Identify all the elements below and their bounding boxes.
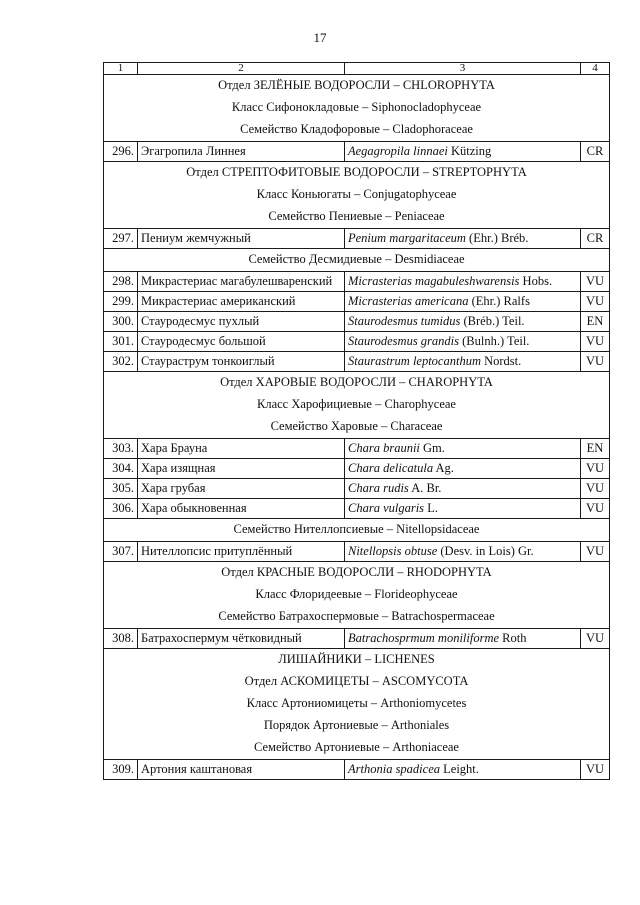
section-heading: Отдел ХАРОВЫЕ ВОДОРОСЛИ – CHAROPHYTA xyxy=(104,372,610,395)
section-heading: ЛИШАЙНИКИ – LICHENES xyxy=(104,649,610,672)
species-author: (Bulnh.) Teil. xyxy=(459,334,530,348)
species-table xyxy=(103,62,610,780)
species-latin-binomial: Staurastrum leptocanthum xyxy=(348,354,481,368)
species-status: VU xyxy=(581,272,610,292)
species-author: Roth xyxy=(499,631,527,645)
section-heading: Семейство Десмидиевые – Desmidiaceae xyxy=(104,249,610,272)
species-row xyxy=(104,229,610,249)
section-heading-row xyxy=(104,562,610,585)
species-latin-binomial: Staurodesmus tumidus xyxy=(348,314,461,328)
species-number: 308. xyxy=(104,629,138,649)
species-status: CR xyxy=(581,142,610,162)
section-heading: Семейство Артониевые – Arthoniaceae xyxy=(104,737,610,760)
species-number: 299. xyxy=(104,292,138,312)
species-latin-binomial: Chara delicatula xyxy=(348,461,434,475)
column-number-1: 1 xyxy=(104,63,138,75)
section-heading-row xyxy=(104,249,610,272)
species-author: Ag. xyxy=(433,461,454,475)
species-author: Nordst. xyxy=(480,354,522,368)
species-russian-name: Стауродесмус большой xyxy=(138,332,345,352)
species-latin-name xyxy=(345,142,581,162)
species-latin-binomial: Staurodesmus grandis xyxy=(348,334,460,348)
section-heading: Отдел КРАСНЫЕ ВОДОРОСЛИ – RHODOPHYTA xyxy=(104,562,610,585)
species-latin-binomial: Chara vulgaris xyxy=(348,501,425,515)
species-russian-name: Хара изящная xyxy=(138,459,345,479)
species-number: 297. xyxy=(104,229,138,249)
species-russian-name: Пениум жемчужный xyxy=(138,229,345,249)
species-row xyxy=(104,439,610,459)
species-author: Leight. xyxy=(440,762,479,776)
species-latin-name xyxy=(345,439,581,459)
species-status: VU xyxy=(581,542,610,562)
species-row xyxy=(104,499,610,519)
species-status: VU xyxy=(581,332,610,352)
section-heading: Порядок Артониевые – Arthoniales xyxy=(104,715,610,737)
species-row xyxy=(104,459,610,479)
species-latin-binomial: Chara rudis xyxy=(348,481,409,495)
species-latin-name xyxy=(345,332,581,352)
species-status: CR xyxy=(581,229,610,249)
species-latin-binomial: Aegagropila linnaei xyxy=(348,144,448,158)
species-russian-name: Батрахоспермум чётковидный xyxy=(138,629,345,649)
species-latin-name xyxy=(345,479,581,499)
column-number-2: 2 xyxy=(138,63,345,75)
column-number-row xyxy=(104,63,610,75)
page-number: 17 xyxy=(313,30,327,45)
section-heading: Отдел ЗЕЛЁНЫЕ ВОДОРОСЛИ – CHLOROPHYTA xyxy=(104,75,610,98)
section-heading-row xyxy=(104,184,610,206)
species-table-body xyxy=(104,63,610,780)
species-author: (Ehr.) Ralfs xyxy=(468,294,530,308)
section-heading-row xyxy=(104,584,610,606)
species-russian-name: Артония каштановая xyxy=(138,760,345,780)
section-heading-row xyxy=(104,119,610,142)
section-heading-row xyxy=(104,606,610,629)
species-row xyxy=(104,272,610,292)
species-latin-name xyxy=(345,629,581,649)
section-heading-row xyxy=(104,75,610,98)
species-author: L. xyxy=(424,501,438,515)
species-latin-name xyxy=(345,312,581,332)
section-heading-row xyxy=(104,737,610,760)
species-status: VU xyxy=(581,352,610,372)
section-heading: Класс Харофициевые – Charophyceae xyxy=(104,394,610,416)
section-heading: Семейство Батрахоспермовые – Batrachospermaceae xyxy=(104,606,610,629)
species-latin-name xyxy=(345,229,581,249)
species-latin-binomial: Chara braunii xyxy=(348,441,420,455)
section-heading-row xyxy=(104,206,610,229)
section-heading: Отдел СТРЕПТОФИТОВЫЕ ВОДОРОСЛИ – STREPTOPHYTA xyxy=(104,162,610,185)
section-heading: Класс Сифонокладовые – Siphonocladophyceae xyxy=(104,97,610,119)
section-heading-row xyxy=(104,97,610,119)
species-number: 303. xyxy=(104,439,138,459)
species-russian-name: Нителлопсис притуплённый xyxy=(138,542,345,562)
section-heading-row xyxy=(104,162,610,185)
species-row xyxy=(104,760,610,780)
species-status: VU xyxy=(581,499,610,519)
species-latin-name xyxy=(345,542,581,562)
species-russian-name: Стауродесмус пухлый xyxy=(138,312,345,332)
species-number: 304. xyxy=(104,459,138,479)
section-heading: Класс Флоридеевые – Florideophyceae xyxy=(104,584,610,606)
species-russian-name: Хара грубая xyxy=(138,479,345,499)
species-number: 306. xyxy=(104,499,138,519)
species-author: (Ehr.) Bréb. xyxy=(465,231,529,245)
species-russian-name: Микрастериас американский xyxy=(138,292,345,312)
species-status: VU xyxy=(581,760,610,780)
species-number: 296. xyxy=(104,142,138,162)
species-latin-binomial: Nitellopsis obtuse xyxy=(348,544,438,558)
species-row xyxy=(104,479,610,499)
section-heading-row xyxy=(104,372,610,395)
species-author: Hobs. xyxy=(519,274,553,288)
species-latin-name xyxy=(345,292,581,312)
species-number: 300. xyxy=(104,312,138,332)
species-russian-name: Хара Брауна xyxy=(138,439,345,459)
species-latin-binomial: Batrachosprmum moniliforme xyxy=(348,631,500,645)
section-heading-row xyxy=(104,394,610,416)
section-heading: Семейство Пениевые – Peniaceae xyxy=(104,206,610,229)
species-status: VU xyxy=(581,459,610,479)
species-status: VU xyxy=(581,292,610,312)
column-number-4: 4 xyxy=(581,63,610,75)
species-number: 309. xyxy=(104,760,138,780)
species-latin-name xyxy=(345,352,581,372)
species-row xyxy=(104,352,610,372)
species-number: 307. xyxy=(104,542,138,562)
species-latin-binomial: Micrasterias americana xyxy=(348,294,469,308)
species-latin-name xyxy=(345,459,581,479)
species-author: A. Br. xyxy=(408,481,442,495)
section-heading-row xyxy=(104,649,610,672)
column-number-3: 3 xyxy=(345,63,581,75)
species-author: Kützing xyxy=(447,144,492,158)
species-row xyxy=(104,332,610,352)
species-row xyxy=(104,292,610,312)
species-latin-binomial: Penium margaritaceum xyxy=(348,231,466,245)
species-latin-name xyxy=(345,499,581,519)
species-russian-name: Микрастериас магабулешваренский xyxy=(138,272,345,292)
species-author: Gm. xyxy=(419,441,445,455)
section-heading: Семейство Харовые – Characeae xyxy=(104,416,610,439)
species-latin-binomial: Micrasterias magabuleshwarensis xyxy=(348,274,520,288)
species-russian-name: Стаураструм тонкоиглый xyxy=(138,352,345,372)
species-row xyxy=(104,312,610,332)
species-russian-name: Эгагропила Линнея xyxy=(138,142,345,162)
species-row xyxy=(104,142,610,162)
section-heading-row xyxy=(104,715,610,737)
species-number: 305. xyxy=(104,479,138,499)
section-heading-row xyxy=(104,671,610,693)
section-heading: Класс Коньюгаты – Conjugatophyceae xyxy=(104,184,610,206)
section-heading: Класс Артониомицеты – Arthoniomycetes xyxy=(104,693,610,715)
section-heading: Отдел АСКОМИЦЕТЫ – ASCOMYCOTA xyxy=(104,671,610,693)
species-status: VU xyxy=(581,629,610,649)
section-heading-row xyxy=(104,519,610,542)
species-row xyxy=(104,542,610,562)
species-number: 298. xyxy=(104,272,138,292)
section-heading: Семейство Кладофоровые – Cladophoraceae xyxy=(104,119,610,142)
species-number: 302. xyxy=(104,352,138,372)
species-status: EN xyxy=(581,439,610,459)
species-latin-name xyxy=(345,760,581,780)
species-latin-binomial: Arthonia spadicea xyxy=(348,762,441,776)
section-heading-row xyxy=(104,693,610,715)
species-russian-name: Хара обыкновенная xyxy=(138,499,345,519)
section-heading-row xyxy=(104,416,610,439)
species-author: (Bréb.) Teil. xyxy=(460,314,525,328)
species-author: (Desv. in Lois) Gr. xyxy=(437,544,534,558)
species-status: EN xyxy=(581,312,610,332)
species-row xyxy=(104,629,610,649)
species-latin-name xyxy=(345,272,581,292)
species-number: 301. xyxy=(104,332,138,352)
section-heading: Семейство Нителлопсиевые – Nitellopsidaceae xyxy=(104,519,610,542)
species-status: VU xyxy=(581,479,610,499)
